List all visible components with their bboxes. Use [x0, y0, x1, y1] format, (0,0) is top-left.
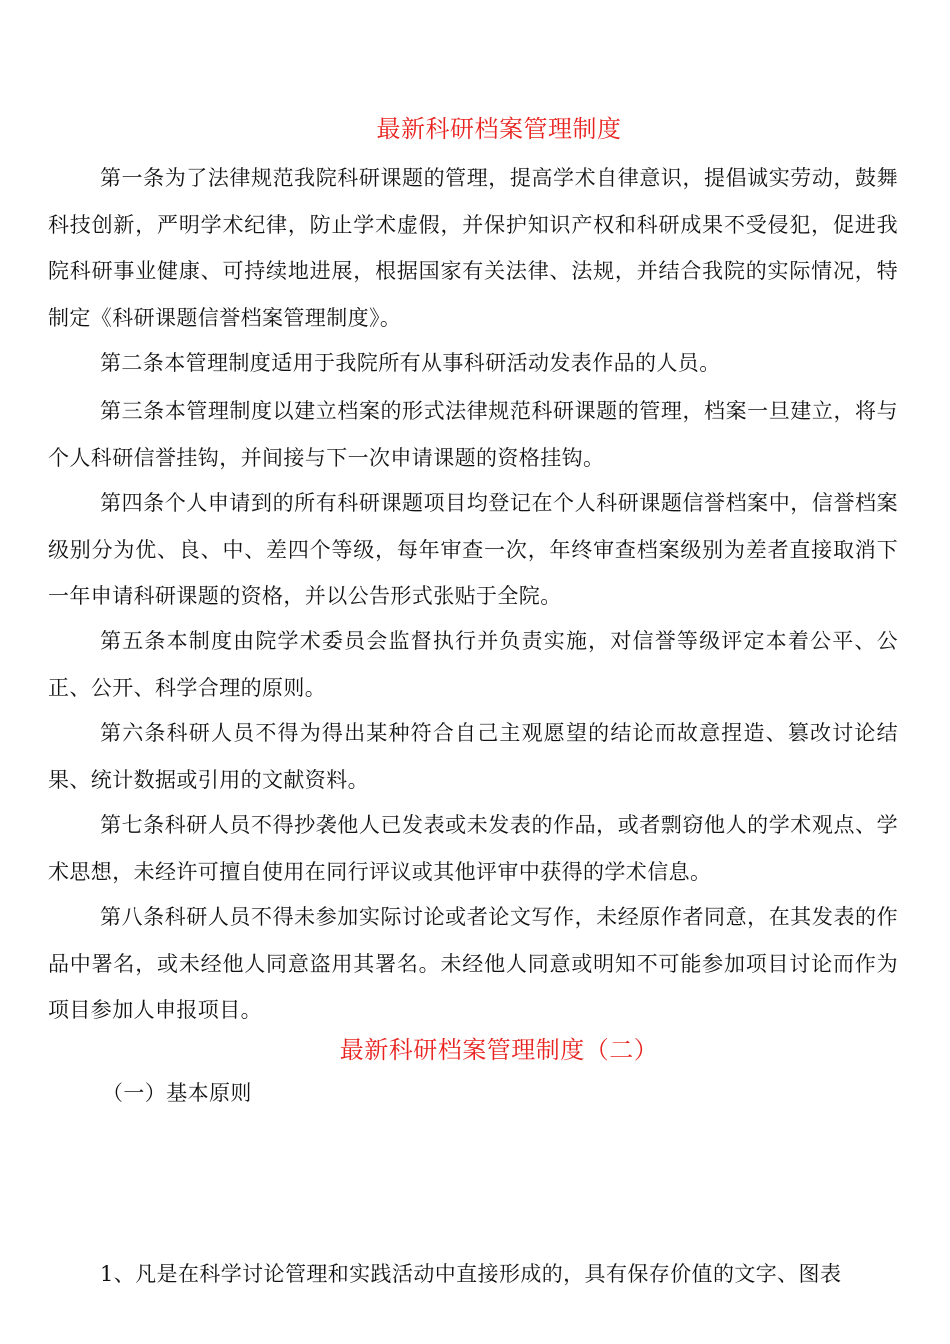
- section-2-title: 最新科研档案管理制度（二）: [339, 1036, 659, 1064]
- article-2-paragraph: 第二条本管理制度适用于我院所有从事科研活动发表作品的人员。: [100, 351, 721, 375]
- article-8-paragraph: 第八条科研人员不得未参加实际讨论或者论文写作，未经原作者同意，在其发表的作品中署名，或未经他人同意盗用其署名。未经他人同意或明知不可能参加项目讨论而作为项目参加人申报项目。: [48, 905, 898, 1022]
- article-3-paragraph: 第三条本管理制度以建立档案的形式法律规范科研课题的管理，档案一旦建立，将与个人科研信誉挂钩，并间接与下一次申请课题的资格挂钩。: [48, 399, 898, 470]
- article-4-paragraph: 第四条个人申请到的所有科研课题项目均登记在个人科研课题信誉档案中，信誉档案级别分为优、良、中、差四个等级，每年审查一次，年终审查档案级别为差者直接取消下一年申请科研课题的资格，并以公告形式张贴于全院。: [48, 491, 898, 608]
- list-item-1: 1、凡是在科学讨论管理和实践活动中直接形成的，具有保存价值的文字、图表: [100, 1262, 842, 1286]
- article-6-paragraph: 第六条科研人员不得为得出某种符合自己主观愿望的结论而故意捏造、篡改讨论结果、统计数据或引用的文献资料。: [48, 721, 898, 792]
- article-7-paragraph: 第七条科研人员不得抄袭他人已发表或未发表的作品，或者剽窃他人的学术观点、学术思想，未经许可擅自使用在同行评议或其他评审中获得的学术信息。: [48, 813, 898, 884]
- section-heading-basic-principles: （一）基本原则: [102, 1081, 252, 1105]
- article-1-paragraph: 第一条为了法律规范我院科研课题的管理，提高学术自律意识，提倡诚实劳动，鼓舞科技创新，严明学术纪律，防止学术虚假，并保护知识产权和科研成果不受侵犯，促进我院科研事业健康、可持续地进展，根据国家有关法律、法规，并结合我院的实际情况，特制定《科研课题信誉档案管理制度》。: [48, 166, 898, 330]
- document-title: 最新科研档案管理制度: [376, 115, 622, 143]
- article-5-paragraph: 第五条本制度由院学术委员会监督执行并负责实施，对信誉等级评定本着公平、公正、公开、科学合理的原则。: [48, 629, 898, 700]
